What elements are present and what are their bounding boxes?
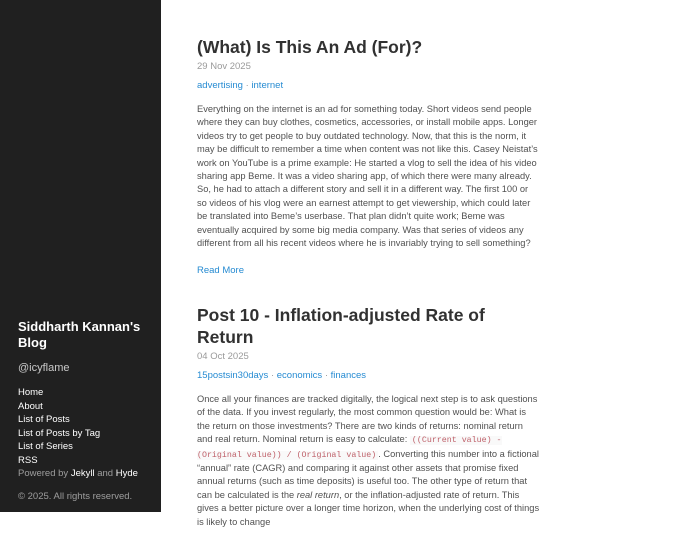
site-handle: @icyflame: [18, 362, 70, 374]
nav-home-link[interactable]: Home: [18, 387, 44, 398]
sidebar: [0, 0, 161, 512]
post-excerpt: [197, 393, 540, 529]
copyright: © 2025. All rights reserved.: [18, 491, 133, 502]
post: [197, 304, 540, 538]
tag-link[interactable]: finances: [330, 370, 367, 381]
post-title[interactable]: Post 10 - Inflation-adjusted Rate of Return: [197, 305, 485, 347]
excerpt-text: , or the inflation-adjusted rate of return. This gives a better picture over a longer time horizon, when the underlying cost of things is likely to change: [197, 489, 540, 527]
excerpt-emphasis: real return: [296, 489, 340, 500]
post-tags: 15postsin30days · economics · finances: [197, 370, 367, 381]
excerpt-text: . Converting this number into a fictional “annual” rate (CAGR) and comparing it against other assets that promise fixed annual returns (such as time deposits) is useful too. The other type of return that can be calculated is the: [197, 448, 539, 500]
post-tags: advertising · internet: [197, 80, 284, 91]
post-date: 29 Nov 2025: [197, 61, 251, 72]
post-title[interactable]: (What) Is This An Ad (For)?: [197, 37, 423, 57]
tag-link[interactable]: 15postsin30days: [197, 370, 269, 381]
nav-posts-by-tag-link[interactable]: List of Posts by Tag: [18, 427, 101, 439]
excerpt-text: Once all your finances are tracked digitally, the logical next step is to ask questions of the data. If you invest regularly, the most common question would be: What is the return on those investments? There are two kinds of returns: nominal return and real return. Nominal return is easy to calculate:: [197, 394, 538, 445]
powered-prefix: Powered by: [18, 468, 69, 479]
post: [197, 36, 540, 278]
sidebar-nav: [18, 386, 152, 467]
tag-link[interactable]: economics: [276, 370, 323, 381]
tag-link[interactable]: advertising: [197, 80, 243, 91]
post-excerpt: Everything on the internet is an ad for something today. Short videos send people where they can buy clothes, cosmetics, accessories, or install mobile apps. Longer videos try to get people to buy outdated technology. Now, that this is the norm, it may be difficult to remember a time when content was not like this. Casey Neistat’s work on YouTube is a prime example: He started a vlog to sell the idea of his video sharing app Beme. It was a video sharing app, of which there were many already. So, he had to attach a different story and sell it in a different way. The first 100 or so videos of his vlog were an earnest attempt to get viewership, which could later be translated into Beme’s userbase. That plan didn’t quite work; Beme was eventually acquired by some big media company. Was that series of videos any different from all his recent videos where he is invariably trying to sell something?: [197, 104, 538, 249]
post-date: 04 Oct 2025: [197, 351, 249, 362]
nav-about-link[interactable]: About: [18, 400, 43, 412]
read-more-link[interactable]: Read More: [197, 264, 244, 276]
nav-list-of-series-link[interactable]: List of Series: [18, 441, 73, 452]
site-title[interactable]: Siddharth Kannan's Blog: [18, 319, 141, 350]
nav-list-of-posts-link[interactable]: List of Posts: [18, 414, 70, 425]
nav-rss-link[interactable]: RSS: [18, 454, 38, 466]
sidebar-content: [18, 319, 152, 502]
powered-by: [18, 467, 152, 480]
powered-and: and: [97, 468, 114, 479]
formula-code: ((Current value) - (Original value)) / (Original value): [197, 436, 502, 460]
jekyll-link[interactable]: Jekyll: [70, 468, 95, 479]
hyde-link[interactable]: Hyde: [115, 468, 138, 479]
tag-link[interactable]: internet: [251, 80, 284, 91]
